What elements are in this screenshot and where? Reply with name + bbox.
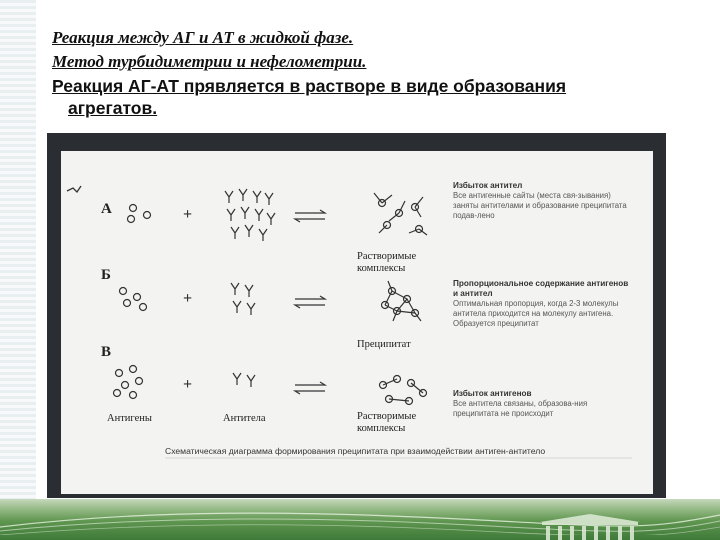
note-antibody-excess [453, 181, 629, 221]
row-letter-c: В [101, 344, 112, 360]
row-c-antigens-icon [114, 366, 143, 399]
figure-caption: Схематическая диаграмма формирования преципитата при взаимодействии антиген-антитело [165, 446, 546, 456]
note-antibody-excess-title: Избыток антител [453, 181, 523, 190]
title-line-3b: агрегатов. [68, 98, 158, 118]
note-antigen-excess-title: Избыток антигенов [453, 389, 532, 398]
row-b-precipitate-icon [382, 281, 422, 321]
row-letter-a: А [101, 201, 112, 217]
scanned-figure [47, 133, 666, 498]
antibodies-label: Антитела [223, 413, 266, 424]
row-c-complexes-icon [380, 376, 427, 405]
university-building-logo [530, 512, 650, 540]
title-line-3a: Реакция АГ-АТ прявляется в растворе в виде образования [52, 76, 567, 96]
note-proportional [453, 279, 629, 329]
row-letter-b: Б [101, 267, 111, 283]
title-line-3 [52, 75, 702, 119]
row-c-antibodies-icon [233, 373, 255, 387]
note-antigen-excess [453, 389, 629, 419]
antigens-label: Антигены [107, 413, 152, 424]
note-proportional-body: Оптимальная пропорция, когда 2-3 молекулы антитела приходится на молекулу антигена. Образуется преципитат [453, 299, 619, 328]
slide-titles [52, 26, 702, 119]
row-c-plus-icon: + [183, 376, 193, 393]
row-a-equilibrium-arrows-icon [295, 210, 325, 222]
left-decorative-stripe [0, 0, 36, 540]
row-c-equilibrium-arrows-icon [295, 382, 325, 394]
note-antibody-excess-body: Все антигенные сайты (места свя-зывания) заняты антителами и образование преципитата подав-лено [453, 191, 627, 220]
title-line-1: Реакция между АГ и АТ в жидкой фазе. [52, 28, 354, 47]
row-a-plus-icon: + [183, 206, 193, 223]
row-a-complexes-icon [374, 193, 427, 235]
row-c-product-label: Растворимые комплексы [357, 411, 417, 434]
row-b-antigens-icon [120, 288, 147, 311]
row-b-product-label: Преципитат [357, 339, 411, 350]
row-b-equilibrium-arrows-icon [295, 296, 325, 308]
note-proportional-title: Пропорциональное содержание антигенов и антител [453, 279, 629, 298]
row-b-antibodies-icon [231, 283, 255, 315]
title-line-2: Метод турбидиметрии и нефелометрии. [52, 52, 367, 71]
row-a-antibodies-icon [225, 189, 275, 241]
row-a-antigens-icon [128, 205, 151, 223]
note-antigen-excess-body: Все антитела связаны, образова-ния преципитата не происходит [453, 399, 588, 418]
row-b-plus-icon: + [183, 290, 193, 307]
corner-mark-icon [67, 186, 81, 192]
row-a-product-label: Растворимые комплексы [357, 251, 417, 274]
